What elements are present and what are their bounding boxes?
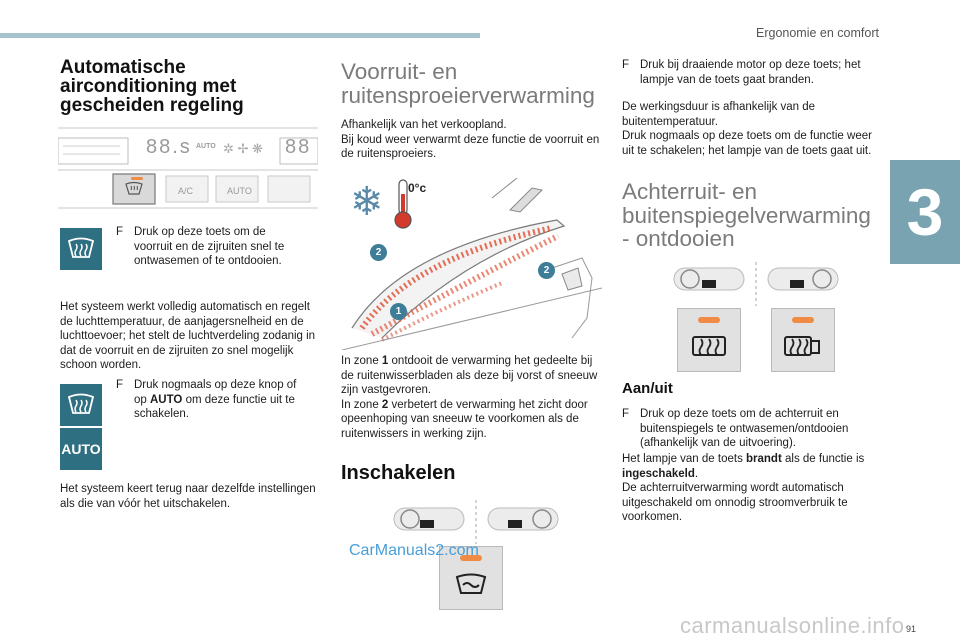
zones-text-3: verbetert de verwarming het zicht door opeenhoping van sneeuw te voorkomen als de ruitenwissers in werking zijn. [341,398,588,440]
zones-text-2: ontdooit de verwarming het gedeelte bij de ruitenwisserbladen als deze bij vorst of sneeuw zijn vastgevroren. In zone [341,355,598,411]
bullet-marker: F [116,226,124,238]
col1-bullet-1 [116,225,312,275]
zone1-number: 1 [381,355,389,367]
col1-bullet-2-bold: AUTO [150,393,183,406]
panel-display-left: 88.s [146,136,192,158]
windscreen-heat-icon [454,573,488,597]
watermark-left: CarManuals2.com [349,542,479,559]
header-bar [0,33,480,38]
mirror-heat-button[interactable] [771,308,835,372]
col2-zones-text [341,354,605,441]
col1-paragraph-2: Het systeem keert terug naar dezelfde instellingen als die van vóór het uitschakelen. [60,483,316,510]
col2-intro: Afhankelijk van het verkoopland. Bij koud weer verwarmt deze functie de voorruit en de ruitensproeiers. [341,119,600,160]
steering-wheel-icon [392,500,562,544]
col3-paragraph-2 [622,452,884,525]
rear-screen-heat-button[interactable] [677,308,741,372]
rear-screen-heat-icon [691,333,727,359]
col3-title: Achterruit- en buitenspiegelverwarming - ontdooien [622,179,871,251]
panel-auto-small: AUTO [196,143,216,150]
snowflake-icon: ❄ [350,180,384,224]
windscreen-demist-icon [60,384,102,426]
col3-bullet-2 [622,407,884,453]
watermark-right: carmanualsonline.info [680,613,905,638]
steering-wheel-icon [672,262,842,306]
temperature-label: 0°c [408,181,427,195]
chapter-tab: 3 [890,160,960,264]
panel-auto-label: AUTO [227,186,252,196]
col3-bullet-1 [622,58,884,88]
windscreen-demist-icon [60,228,102,270]
para2-mid: als de functie is [781,453,865,465]
indicator-led [792,317,814,323]
windscreen-demist-icon[interactable] [124,181,144,197]
col2-title: Voorruit- en ruitensproeierverwarming [341,59,595,108]
para2-post: . De achterruitverwarming wordt automatisch uitgeschakeld om onnodig stroomverbruik te voorkomen. [622,467,848,523]
section-title: Ergonomie en comfort [756,26,879,40]
bullet-marker: F [622,408,630,420]
auto-icon: AUTO [60,428,102,470]
panel-ac-label: A/C [178,186,194,196]
col1-title: Automatische airconditioning met gescheiden regeling [60,57,244,116]
col3-paragraph-1: De werkingsduur is afhankelijk van de buitentemperatuur. Druk nogmaals op deze toets om de functie weer uit te schakelen; het lampje van de toets gaat uit. [622,101,872,157]
bullet-marker: F [116,379,124,391]
col1-bullet-1-text: Druk op deze toets om de voorruit en de zijruiten snel te ontwasemen of te ontdooien. [134,226,285,267]
para2-bold-2: ingeschakeld [622,467,695,480]
panel-display-right: 88 [285,136,312,158]
page-number: 91 [906,624,917,634]
col1-bullet-2-pre: Druk nogmaals op deze knop of op [134,379,297,406]
para2-pre: Het lampje van de toets [622,453,747,465]
col1-bullet-2-post: om deze functie uit te schakelen. [134,393,295,420]
zone2-number: 2 [381,398,389,411]
zone-marker-2: 2 [370,244,387,261]
inschakelen-title: Inschakelen [341,462,456,484]
fan-icon: ✲ ✢ ❋ [223,141,263,156]
col3-bullet-1-text: Druk bij draaiende motor op deze toets; het lampje van de toets gaat branden. [640,59,861,86]
indicator-led [698,317,720,323]
zone-marker-2: 2 [538,262,555,279]
para2-bold-1: brandt [746,453,782,465]
mirror-heat-icon [783,333,823,359]
col1-bullet-2 [116,378,312,424]
col3-bullet-2-text: Druk op deze toets om de achterruit en buitenspiegels te ontwasemen/ontdooien (afhankelijk van de uitvoering). [640,408,849,449]
zones-text-1: In zone [341,355,382,367]
col1-bullet-2-text [134,378,308,422]
zone-marker-1: 1 [390,303,407,320]
aan-uit-title: Aan/uit [622,380,673,397]
col1-paragraph-1: Het systeem werkt volledig automatisch en regelt de luchttemperatuur, de aanjagersnelheid en de luchttoevoer; het stelt de luchtverdeling zodanig in dat de voorruit en de zijruiten zo snel mogelijk schoon worden. [60,301,316,371]
bullet-marker: F [622,59,630,71]
